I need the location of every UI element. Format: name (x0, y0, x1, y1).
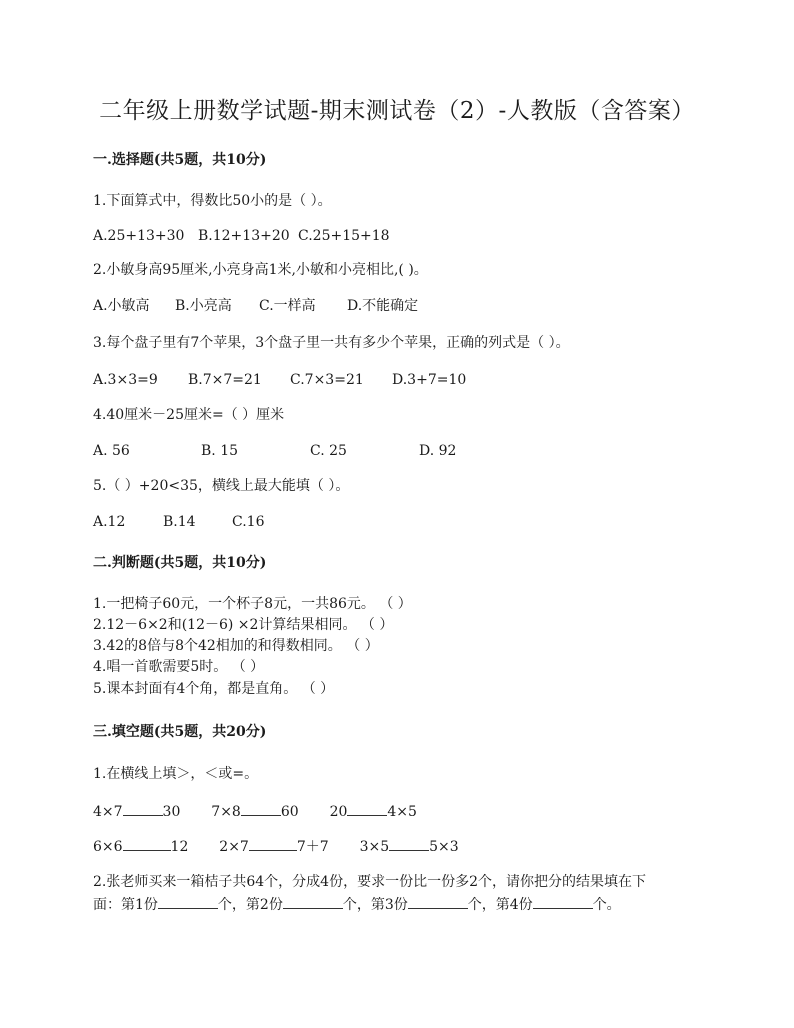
option-d: D. 92 (419, 443, 457, 459)
fill-question-1-text: 1.在横线上填＞，＜或=。 (93, 766, 259, 782)
option-a: A.12 (93, 514, 126, 530)
answer-blank[interactable] (123, 836, 171, 851)
expr-left: 20 (329, 804, 348, 820)
answer-blank[interactable] (123, 801, 163, 816)
expr-right: 5×3 (429, 839, 459, 855)
answer-blank[interactable] (249, 836, 297, 851)
expr-right: 60 (280, 804, 299, 820)
question-2-options (93, 296, 418, 316)
option-c: C.16 (232, 514, 265, 530)
option-a: A.小敏高 (93, 298, 150, 314)
comparison-row (93, 801, 417, 822)
judgement-item: 2.12－6×2和(12－6) ×2计算结果相同。 （ ） (93, 617, 394, 633)
option-c: C.一样高 (259, 298, 316, 314)
comparison-row (93, 836, 459, 857)
judgement-item: 4.唱一首歌需要5时。 （ ） (93, 659, 265, 675)
section-heading-fill-blank: 三.填空题(共5题，共20分) (93, 724, 267, 740)
option-b: B.小亮高 (175, 298, 232, 314)
judgement-item: 3.42的8倍与8个42相加的和得数相同。 （ ） (93, 638, 379, 654)
option-c: C. 25 (310, 443, 347, 459)
fill-question-2-line-1: 2.张老师买来一箱桔子共64个，分成4份，要求一份比一份多2个，请你把分的结果填在下 (93, 874, 646, 890)
option-b: B. 15 (201, 443, 239, 459)
answer-blank[interactable] (283, 894, 343, 909)
expr-right: 12 (170, 839, 189, 855)
expr-left: 7×8 (211, 804, 241, 820)
option-d: D.3+7=10 (392, 372, 467, 388)
question-1-text: 1.下面算式中，得数比50小的是（ ）。 (93, 193, 332, 209)
section-heading-judgement: 二.判断题(共5题，共10分) (93, 555, 267, 571)
text-segment: 面：第1份 (93, 897, 158, 913)
question-4-options (93, 441, 456, 461)
question-5-text: 5.（ ）+20<35，横线上最大能填（ ）。 (93, 478, 350, 494)
expr-right: 4×5 (387, 804, 417, 820)
option-b: B.14 (163, 514, 196, 530)
question-3-text: 3.每个盘子里有7个苹果，3个盘子里一共有多少个苹果，正确的列式是（ ）。 (93, 335, 570, 351)
expr-left: 4×7 (93, 804, 123, 820)
text-segment: 个，第4份 (467, 897, 533, 913)
option-d: D.不能确定 (347, 298, 419, 314)
text-segment: 个，第3份 (342, 897, 408, 913)
option-c: C.7×3=21 (290, 372, 364, 388)
option-a: A.25+13+30 (93, 228, 185, 244)
answer-blank[interactable] (241, 801, 281, 816)
expr-right: 30 (162, 804, 181, 820)
expr-right: 7＋7 (296, 839, 329, 855)
answer-blank[interactable] (389, 836, 429, 851)
option-b: B.12+13+20 (198, 228, 290, 244)
expr-left: 6×6 (93, 839, 123, 855)
answer-blank[interactable] (158, 894, 218, 909)
judgement-item: 1.一把椅子60元，一个杯子8元，一共86元。 （ ） (93, 596, 412, 612)
question-4-text: 4.40厘米－25厘米=（ ）厘米 (93, 407, 285, 423)
page-title: 二年级上册数学试题-期末测试卷（2）-人教版（含答案） (99, 98, 695, 124)
answer-blank[interactable] (408, 894, 468, 909)
answer-blank[interactable] (533, 894, 593, 909)
option-b: B.7×7=21 (188, 372, 262, 388)
judgement-item: 5.课本封面有4个角，都是直角。 （ ） (93, 681, 335, 697)
question-1-options (93, 226, 390, 246)
expr-left: 2×7 (219, 839, 249, 855)
question-3-options (93, 370, 466, 390)
option-c: C.25+15+18 (298, 228, 390, 244)
text-segment: 个。 (592, 897, 621, 913)
expr-left: 3×5 (359, 839, 390, 855)
option-a: A.3×3=9 (93, 372, 158, 388)
question-2-text: 2.小敏身高95厘米,小亮身高1米,小敏和小亮相比,( )。 (93, 262, 428, 278)
text-segment: 个，第2份 (217, 897, 283, 913)
answer-blank[interactable] (347, 801, 387, 816)
question-5-options (93, 512, 264, 532)
option-a: A. 56 (93, 443, 130, 459)
fill-question-2-line-2 (93, 894, 621, 915)
section-heading-choice: 一.选择题(共5题，共10分) (93, 152, 267, 168)
